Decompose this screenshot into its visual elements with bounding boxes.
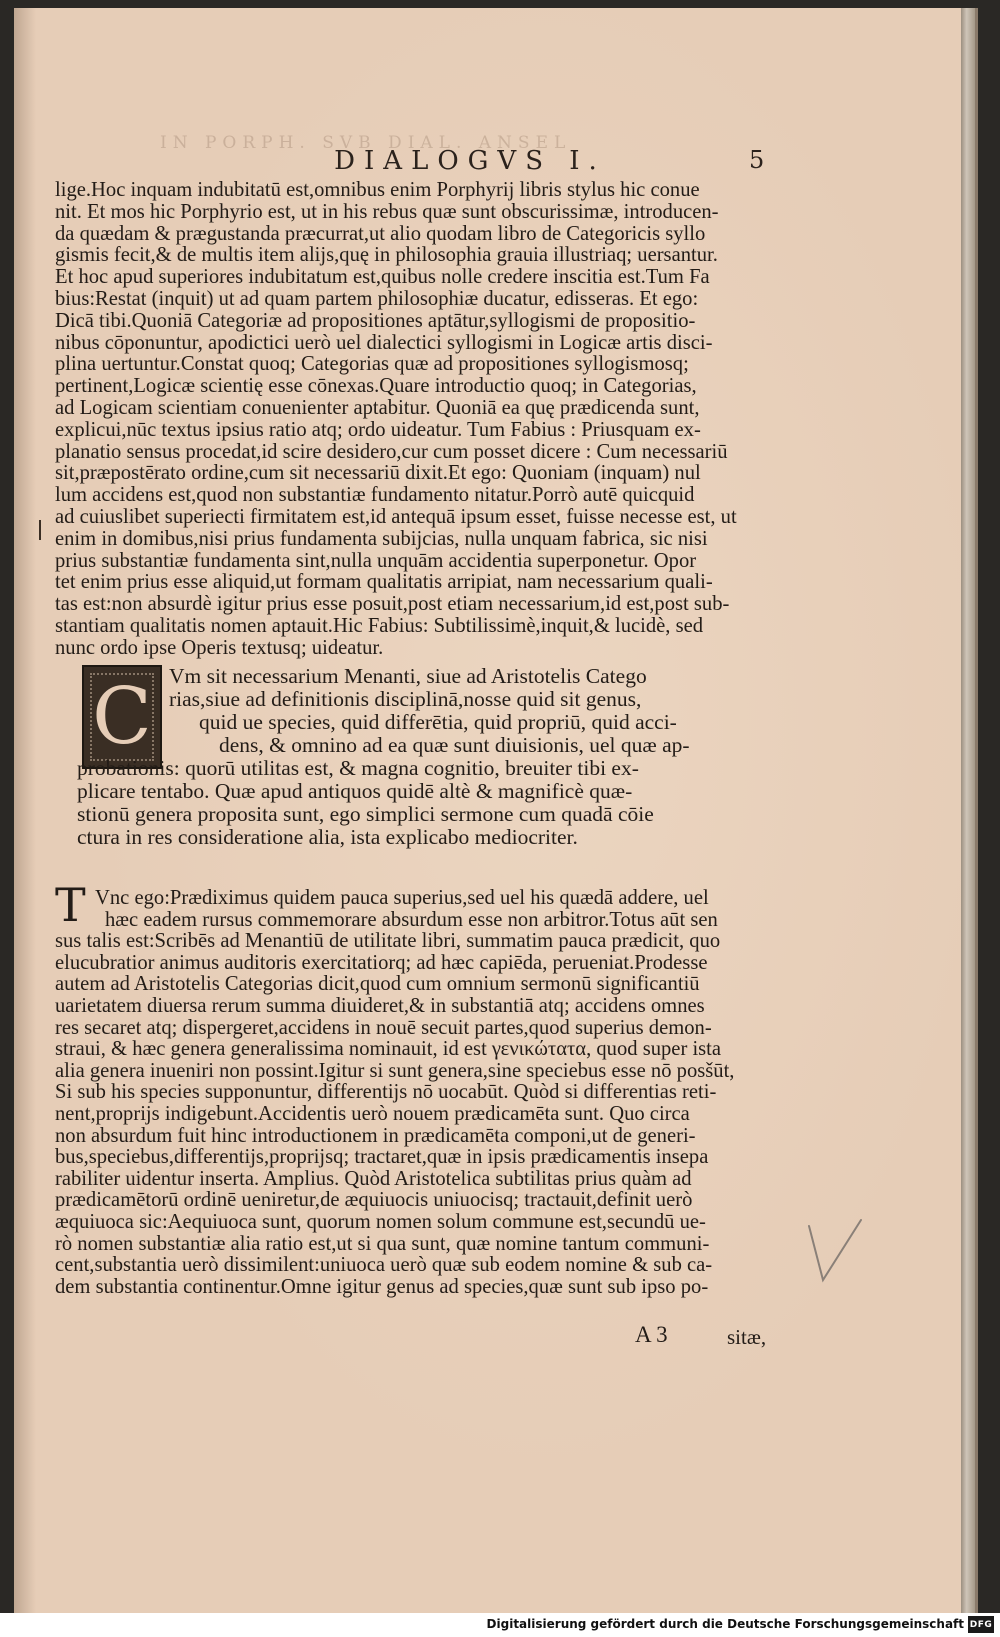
paragraph-3	[55, 888, 766, 1298]
initial-letter: C	[92, 672, 152, 762]
text-line: cent,substantia uerò dissimilent:uniuoca uerò quæ sub eodem nomine & sub ca-	[55, 1255, 713, 1277]
text-line: tet enim prius esse aliquid,ut formam qualitatis arripiat, nam necessarium quali-	[55, 572, 713, 594]
initial-letter-t: T	[55, 878, 86, 932]
paragraph-2	[77, 665, 767, 849]
text-line: alia genera inueniri non possint.Igitur si sunt genera,sine speciebus esse nō posšūt,	[55, 1060, 735, 1082]
text-line: nunc ordo ipse Operis textusq; uideatur.	[55, 637, 384, 659]
text-line: rò nomen substantiæ alia ratio est,ut si qua sunt, quæ nomine tantum communi-	[55, 1233, 710, 1255]
text-line: sus talis est:Scribēs ad Menantiū de utilitate libri, summatim pauca prædicit, quo	[55, 931, 721, 953]
text-line: ad Logicam scientiam conuenienter aptabitur. Quoniā ea quę prædicenda sunt,	[55, 397, 700, 419]
text-line: bus,speciebus,differentijs,proprijsq; tractaret,quæ in ipsis prædicamentis insepa	[55, 1147, 709, 1169]
pencil-check-mark	[805, 1218, 865, 1288]
funding-credit: Digitalisierung gefördert durch die Deutsche Forschungsgemeinschaft	[486, 1617, 964, 1631]
text-line: prædicamētorū ordinē ueniretur,de æquiuocis uniuocisq; tractauit,definit uerò	[55, 1190, 693, 1212]
text-line: dens, & omnino ad ea quæ sunt diuisionis, uel quæ ap-	[219, 734, 690, 757]
text-line: Si sub his species supponuntur, differentijs nō uocabūt. Quòd si differentias reti-	[55, 1082, 717, 1104]
dfg-logo: DFG	[968, 1616, 994, 1633]
text-line: Dicā tibi.Quoniā Categoriæ ad propositiones aptātur,syllogismi de propositio-	[55, 310, 696, 332]
text-line: quid ue species, quid differētia, quid propriū, quid acci-	[199, 711, 677, 734]
text-line: nent,proprijs indigebunt.Accidentis uerò nouem prædicamēta sunt. Quo circa	[55, 1103, 690, 1125]
text-line: straui, & hæc genera generalissima nominauit, id est γενικώτατα, quod super ista	[55, 1039, 722, 1061]
text-line: lige.Hoc inquam indubitatū est,omnibus enim Porphyrij libris stylus hic conue	[55, 180, 700, 201]
text-line: plina uertuntur.Constat quoq; Categorias quæ ad propositiones syllogismosq;	[55, 354, 689, 376]
text-line: autem ad Aristotelis Categorias dicit,quod cum omnium sermonū significantiū	[55, 974, 700, 996]
margin-tick-mark	[38, 520, 42, 540]
text-line: lum accidens est,quod non substantiæ fundamento nitatur.Porrò autē quicquid	[55, 485, 695, 507]
text-line: planatio sensus procedat,id scire desidero,cur cum posset dicere : Cum necessariū	[55, 441, 728, 463]
text-line: hæc eadem rursus commemorare absurdum esse non arbitror.Totus aūt sen	[105, 909, 718, 931]
text-line: stionū genera proposita sunt, ego simplici sermone cum quadā cōie	[77, 803, 654, 826]
text-line: sit,præpostērato ordine,cum sit necessariū dixit.Et ego: Quoniam (inquam) nul	[55, 463, 701, 485]
catchword: sitæ,	[727, 1325, 767, 1349]
signature-mark: A 3	[635, 1322, 668, 1347]
paragraph-1	[55, 180, 766, 660]
text-line: pertinent,Logicæ scientię esse cōnexas.Quare introductio quoq; in Categorias,	[55, 376, 697, 398]
text-line: nibus cōponuntur, apodictici uerò uel dialectici syllogismi in Logicæ artis disci-	[55, 332, 713, 354]
text-line: dem substantia continentur.Omne igitur genus ad species,quæ sunt sub ipso po-	[55, 1276, 709, 1298]
text-line: æquiuoca sic:Aequiuoca sunt, quorum nomen solum commune est,secundū ue-	[55, 1211, 706, 1233]
text-line: non absurdum fuit hinc introductionem in prædicamēta componi,ut de generi-	[55, 1125, 696, 1147]
page-edge	[961, 8, 975, 1613]
bleed-through-text: IN PORPH. SVB DIAL. ANSEL	[160, 133, 572, 151]
text-line: da quædam & prægustanda præcurrat,ut alio quodam libro de Categoricis syllo	[55, 223, 706, 245]
text-line: Vnc ego:Prædiximus quidem pauca superius,sed uel his quædā addere, uel	[95, 888, 709, 909]
text-line: rabiliter uidentur inserta. Amplius. Quòd Aristotelica subtilitas prius quàm ad	[55, 1168, 692, 1190]
text-line: res secaret atq; dispergeret,accidens in nouē secuit partes,quod superius demon-	[55, 1017, 712, 1039]
text-line: rias,siue ad definitionis disciplinā,nosse quid sit genus,	[169, 688, 642, 711]
text-line: elucubratior animus auditoris exercitatiorq; ad hæc capiēda, perueniat.Prodesse	[55, 952, 708, 974]
text-line: nit. Et mos hic Porphyrio est, ut in his rebus quæ sunt obscurissimæ, introducen-	[55, 201, 719, 223]
text-line: Vm sit necessarium Menanti, siue ad Aristotelis Catego	[169, 665, 647, 688]
digitization-footer	[0, 1613, 1000, 1637]
text-line: probationis: quorū utilitas est, & magna cognitio, breuiter tibi ex-	[77, 757, 639, 780]
text-line: uarietatem diuersa rerum summa diuideret,& in substantiā atq; accidens omnes	[55, 995, 705, 1017]
text-line: gismis fecit,& de multis item alijs,quę in philosophia grauia illustriaq; uersantur.	[55, 245, 718, 267]
text-line: ad cuiuslibet superiecti firmitatem est,id antequā ipsum esset, fuisse necesse est, ut	[55, 506, 737, 528]
text-line: tas est:non absurdè igitur prius esse posuit,post etiam necessarium,id est,post sub-	[55, 594, 730, 616]
running-head: DIALOGVS I.	[334, 146, 606, 176]
text-line: Et hoc apud superiores indubitatum est,quibus nolle credere inscitia est.Tum Fa	[55, 267, 710, 289]
text-line: bius:Restat (inquit) ut ad quam partem philosophiæ ducatur, edisseras. Et ego:	[55, 288, 699, 310]
folio-number: 5	[749, 146, 765, 174]
text-line: plicare tentabo. Quæ apud antiquos quidē altè & magnificè quæ-	[77, 780, 633, 803]
text-line: prius substantiæ fundamenta sint,nulla unquām accidentia superponetur. Opor	[55, 550, 697, 572]
text-line: ctura in res consideratione alia, ista explicabo mediocriter.	[77, 826, 578, 849]
text-line: explicui,nūc textus ipsius ratio atq; ordo uideatur. Tum Fabius : Priusquam ex-	[55, 419, 701, 441]
text-line: stantiam qualitatis nomen aptauit.Hic Fabius: Subtilissimè,inquit,& lucidè, sed	[55, 615, 704, 637]
text-line: enim in domibus,nisi prius fundamenta subijcias, nulla unquam fabrica, sic nisi	[55, 528, 708, 550]
